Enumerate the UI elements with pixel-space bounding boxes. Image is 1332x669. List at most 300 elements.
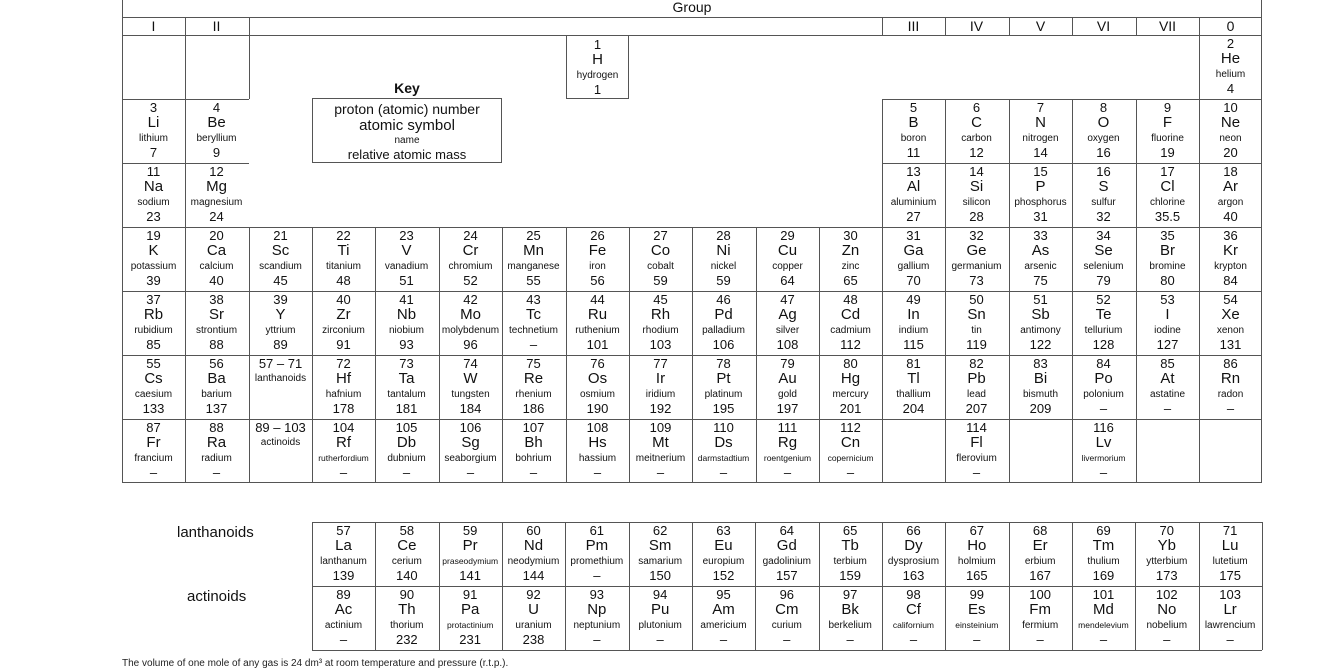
grid-line	[1072, 522, 1073, 650]
actinoid-range: 89 – 103	[255, 420, 306, 435]
atomic-symbol: Cu	[777, 242, 798, 259]
atomic-mass: –	[1226, 401, 1235, 416]
atomic-symbol: I	[1165, 306, 1170, 323]
atomic-symbol: Th	[398, 601, 416, 618]
element-name: arsenic	[1024, 261, 1057, 272]
atomic-mass: 4	[1226, 81, 1235, 96]
atomic-number: 111	[777, 420, 798, 435]
atomic-symbol: Sm	[648, 537, 672, 554]
element-cell-rn	[1199, 355, 1262, 419]
atomic-number: 69	[1096, 523, 1111, 538]
atomic-number: 101	[1092, 587, 1115, 602]
element-name: tin	[971, 325, 982, 336]
atomic-symbol: Sc	[271, 242, 290, 259]
atomic-symbol: Ir	[655, 370, 666, 387]
atomic-mass: 231	[459, 632, 481, 647]
element-cell-rh	[629, 291, 692, 355]
atomic-symbol: Gd	[776, 537, 797, 554]
element-name: vanadium	[384, 261, 429, 272]
element-name: zirconium	[322, 325, 365, 336]
atomic-symbol: Cm	[775, 601, 799, 618]
atomic-mass: –	[1099, 401, 1108, 416]
element-cell-cm	[755, 586, 818, 650]
element-cell-ba	[185, 355, 248, 419]
atomic-mass: 24	[209, 209, 224, 224]
atomic-number: 33	[1033, 228, 1048, 243]
element-name: calcium	[199, 261, 234, 272]
atomic-symbol: Ar	[1223, 178, 1238, 195]
atomic-mass: –	[339, 465, 348, 480]
lanthanoids-row-label: lanthanoids	[177, 524, 254, 541]
atomic-mass: 85	[146, 337, 161, 352]
atomic-mass: 91	[336, 337, 351, 352]
atomic-number: 8	[1099, 100, 1108, 115]
atomic-mass: –	[656, 632, 664, 647]
atomic-symbol: Br	[1160, 242, 1175, 259]
element-name: magnesium	[190, 197, 243, 208]
atomic-mass: 27	[906, 209, 921, 224]
atomic-symbol: Nb	[396, 306, 417, 323]
atomic-number: 3	[149, 100, 158, 115]
element-name: berkelium	[828, 620, 872, 631]
atomic-symbol: Bh	[524, 434, 543, 451]
atomic-number: 58	[399, 523, 415, 538]
atomic-symbol: N	[1035, 114, 1046, 131]
element-cell-lv	[1072, 419, 1135, 483]
atomic-mass: –	[719, 632, 728, 647]
atomic-number: 92	[526, 587, 541, 602]
atomic-number: 19	[146, 228, 161, 243]
atomic-mass: –	[1163, 632, 1171, 647]
element-cell-te	[1072, 291, 1135, 355]
atomic-mass: 23	[146, 209, 161, 224]
atomic-mass: –	[593, 465, 602, 480]
element-cell-os	[566, 355, 629, 419]
atomic-number: 34	[1096, 228, 1111, 243]
grid-line	[629, 522, 630, 650]
element-cell-hg	[819, 355, 882, 419]
atomic-number: 106	[459, 420, 482, 435]
atomic-mass: 88	[209, 337, 224, 352]
atomic-mass: 75	[1033, 273, 1048, 288]
element-cell-rf	[312, 419, 375, 483]
element-name: radon	[1217, 389, 1244, 400]
atomic-symbol: Ra	[206, 434, 227, 451]
atomic-symbol: Na	[143, 178, 164, 195]
atomic-number: 75	[526, 356, 541, 371]
atomic-mass: 40	[1223, 209, 1238, 224]
element-name: seaborgium	[444, 453, 497, 464]
element-name: palladium	[702, 325, 745, 336]
atomic-mass: 209	[1029, 401, 1052, 416]
grid-line	[692, 522, 693, 650]
atomic-symbol: Lv	[1095, 434, 1112, 451]
atomic-symbol: Sn	[967, 306, 986, 323]
element-cell-lr	[1199, 586, 1262, 650]
atomic-mass: 93	[399, 337, 414, 352]
atomic-symbol: Dy	[904, 537, 923, 554]
element-cell-pu	[629, 586, 692, 650]
atomic-mass: 52	[463, 273, 478, 288]
atomic-symbol: V	[401, 242, 412, 259]
atomic-number: 104	[332, 420, 355, 435]
atomic-mass: 55	[526, 273, 541, 288]
atomic-number: 57	[336, 523, 351, 538]
atomic-symbol: Yb	[1157, 537, 1176, 554]
grid-line	[122, 35, 1262, 36]
atomic-symbol: Ga	[903, 242, 924, 259]
element-cell-k	[122, 227, 185, 291]
element-cell-cd	[819, 291, 882, 355]
atomic-symbol: Zr	[336, 306, 351, 323]
atomic-number: 81	[906, 356, 921, 371]
element-name: ruthenium	[575, 325, 620, 336]
key-title: Key	[394, 80, 420, 96]
atomic-mass: 131	[1219, 337, 1242, 352]
atomic-mass: 79	[1096, 273, 1111, 288]
atomic-mass: –	[973, 632, 981, 647]
element-name: gold	[778, 389, 797, 400]
element-name: lawrencium	[1204, 620, 1256, 631]
atomic-symbol: Rn	[1220, 370, 1241, 387]
element-cell-tm	[1072, 522, 1135, 586]
atomic-symbol: Li	[147, 114, 160, 131]
element-name: phosphorus	[1014, 197, 1067, 208]
element-cell-h	[566, 35, 629, 99]
element-cell-al	[882, 163, 945, 227]
atomic-number: 93	[589, 587, 605, 602]
atomic-symbol: U	[528, 601, 539, 618]
element-cell-ta	[375, 355, 438, 419]
group-label-7: VII	[1158, 18, 1177, 34]
element-name: potassium	[130, 261, 177, 272]
element-cell-fr	[122, 419, 185, 483]
atomic-mass: 181	[395, 401, 418, 416]
element-name: roentgenium	[763, 453, 812, 463]
element-cell-tb	[819, 522, 882, 586]
atomic-symbol: Au	[778, 370, 797, 387]
element-name: chlorine	[1149, 197, 1186, 208]
element-name: dubnium	[387, 453, 426, 464]
atomic-symbol: Be	[207, 114, 226, 131]
atomic-mass: 28	[969, 209, 984, 224]
key-line-symbol: atomic symbol	[359, 117, 455, 134]
element-cell-tc	[502, 291, 565, 355]
group-label-2: II	[212, 18, 221, 34]
element-name: lanthanum	[320, 556, 367, 567]
atomic-number: 4	[212, 100, 221, 115]
element-cell-ge	[945, 227, 1008, 291]
atomic-mass: –	[783, 465, 792, 480]
element-name: fluorine	[1151, 133, 1184, 144]
atomic-number: 59	[462, 523, 478, 538]
element-name: titanium	[325, 261, 361, 272]
element-name: technetium	[509, 325, 558, 336]
element-name: polonium	[1083, 389, 1124, 400]
atomic-symbol: Mo	[460, 306, 481, 323]
atomic-symbol: W	[463, 370, 478, 387]
atomic-number: 39	[273, 292, 288, 307]
atomic-mass: 45	[273, 273, 288, 288]
atomic-mass: 108	[776, 337, 799, 352]
atomic-number: 5	[909, 100, 918, 115]
atomic-symbol: Rh	[650, 306, 671, 323]
atomic-symbol: Pr	[462, 537, 478, 554]
atomic-symbol: Er	[1032, 537, 1048, 554]
atomic-symbol: Pd	[714, 306, 733, 323]
element-cell-in	[882, 291, 945, 355]
element-name: lead	[967, 389, 986, 400]
atomic-mass: 119	[966, 337, 987, 352]
atomic-symbol: In	[907, 306, 920, 323]
element-cell-ho	[945, 522, 1008, 586]
element-name: molybdenum	[441, 325, 500, 336]
atomic-number: 84	[1096, 356, 1111, 371]
atomic-mass: 159	[839, 568, 861, 583]
atomic-symbol: K	[148, 242, 159, 259]
element-name: dysprosium	[887, 556, 940, 567]
element-name: iodine	[1154, 325, 1181, 336]
element-name: osmium	[579, 389, 615, 400]
atomic-mass: 175	[1219, 568, 1241, 583]
atomic-number: 45	[653, 292, 668, 307]
atomic-mass: 32	[1096, 209, 1111, 224]
element-cell-mg	[185, 163, 248, 227]
element-cell-gd	[755, 522, 818, 586]
atomic-number: 56	[209, 356, 224, 371]
atomic-number: 47	[780, 292, 795, 307]
group-label-3: III	[907, 18, 920, 34]
group-label-4: IV	[969, 18, 984, 34]
atomic-symbol: Tc	[526, 306, 541, 323]
atomic-symbol: F	[1162, 114, 1173, 131]
atomic-symbol: Po	[1094, 370, 1113, 387]
atomic-symbol: Sb	[1031, 306, 1050, 323]
atomic-number: 14	[969, 164, 984, 179]
element-name: lutetium	[1212, 556, 1248, 567]
atomic-number: 26	[590, 228, 605, 243]
atomic-symbol: Md	[1093, 601, 1114, 618]
atomic-number: 79	[780, 356, 795, 371]
element-cell-ga	[882, 227, 945, 291]
atomic-mass: 140	[395, 568, 418, 583]
atomic-number: 108	[586, 420, 609, 435]
element-name: holmium	[957, 556, 996, 567]
atomic-symbol: B	[908, 114, 919, 131]
atomic-number: 17	[1160, 164, 1175, 179]
element-name: silicon	[962, 197, 991, 208]
element-cell-pa	[439, 586, 502, 650]
grid-line	[1135, 522, 1136, 650]
atomic-mass: –	[466, 465, 475, 480]
element-name: barium	[201, 389, 232, 400]
atomic-mass: 9	[212, 145, 221, 160]
element-name: cobalt	[647, 261, 674, 272]
atomic-number: 15	[1033, 164, 1048, 179]
element-cell-pm	[565, 522, 628, 586]
element-name: terbium	[833, 556, 867, 567]
element-name: uranium	[515, 620, 552, 631]
element-cell-cu	[756, 227, 819, 291]
group-label-0: 0	[1226, 18, 1235, 34]
element-name: meitnerium	[635, 453, 686, 464]
atomic-mass: 197	[776, 401, 799, 416]
grid-line	[1199, 522, 1200, 650]
element-name: neon	[1219, 133, 1242, 144]
element-name: silver	[775, 325, 800, 336]
atomic-symbol: Si	[969, 178, 984, 195]
atomic-number: 32	[969, 228, 984, 243]
element-cell-ru	[566, 291, 629, 355]
atomic-symbol: Fr	[146, 434, 161, 451]
atomic-mass: 84	[1223, 273, 1238, 288]
atomic-symbol: Ne	[1220, 114, 1241, 131]
atomic-symbol: Xe	[1221, 306, 1240, 323]
atomic-number: 68	[1032, 523, 1048, 538]
atomic-mass: 39	[146, 273, 161, 288]
element-cell-zn	[819, 227, 882, 291]
atomic-mass: 178	[332, 401, 355, 416]
grid-line	[122, 17, 1262, 18]
atomic-mass: 165	[965, 568, 988, 583]
element-name: mendelevium	[1078, 620, 1129, 630]
grid-line	[882, 17, 883, 35]
element-cell-li	[122, 99, 185, 163]
atomic-symbol: Bi	[1033, 370, 1048, 387]
atomic-symbol: Pt	[716, 370, 731, 387]
atomic-number: 78	[716, 356, 731, 371]
atomic-mass: 19	[1160, 145, 1175, 160]
atomic-mass: 144	[522, 568, 545, 583]
grid-line	[819, 522, 820, 650]
atomic-mass: –	[909, 632, 918, 647]
atomic-mass: 139	[332, 568, 355, 583]
element-name: tellurium	[1084, 325, 1123, 336]
key-line-mass: relative atomic mass	[347, 147, 467, 162]
atomic-number: 37	[146, 292, 161, 307]
element-name: gallium	[897, 261, 930, 272]
atomic-mass: –	[1099, 465, 1108, 480]
atomic-number: 13	[906, 164, 921, 179]
atomic-mass: –	[1036, 632, 1044, 647]
atomic-symbol: Ca	[206, 242, 227, 259]
atomic-number: 11	[146, 164, 161, 179]
grid-line	[882, 522, 883, 650]
atomic-number: 21	[273, 228, 288, 243]
key-box	[312, 98, 502, 163]
atomic-symbol: As	[1031, 242, 1050, 259]
atomic-mass: 64	[780, 273, 795, 288]
atomic-symbol: P	[1035, 178, 1046, 195]
lanthanoid-span-label: lanthanoids	[254, 373, 307, 384]
atomic-mass: 56	[590, 273, 605, 288]
atomic-symbol: Es	[968, 601, 986, 618]
atomic-number: 73	[399, 356, 414, 371]
atomic-symbol: Pa	[460, 601, 480, 618]
atomic-symbol: Fm	[1029, 601, 1051, 618]
atomic-number: 40	[336, 292, 351, 307]
element-cell-ce	[375, 522, 438, 586]
atomic-symbol: Lr	[1223, 601, 1237, 618]
atomic-symbol: C	[971, 114, 982, 131]
element-name: beryllium	[196, 133, 237, 144]
element-name: californium	[892, 620, 935, 630]
element-cell-rg	[756, 419, 819, 483]
atomic-mass: 20	[1223, 145, 1238, 160]
element-cell-re	[502, 355, 565, 419]
atomic-mass: 12	[969, 145, 984, 160]
element-cell-c	[945, 99, 1008, 163]
atomic-symbol: Ru	[587, 306, 608, 323]
atomic-number: 110	[713, 420, 734, 435]
atomic-mass: 232	[395, 632, 418, 647]
atomic-number: 44	[590, 292, 605, 307]
atomic-number: 77	[653, 356, 668, 371]
element-name: einsteinium	[955, 620, 999, 630]
atomic-mass: 167	[1029, 568, 1051, 583]
atomic-number: 102	[1155, 587, 1178, 602]
element-cell-no	[1135, 586, 1198, 650]
atomic-number: 87	[146, 420, 161, 435]
atomic-mass: 127	[1156, 337, 1179, 352]
atomic-symbol: At	[1160, 370, 1175, 387]
atomic-number: 105	[395, 420, 418, 435]
element-name: rutherfordium	[318, 453, 369, 463]
element-cell-br	[1136, 227, 1199, 291]
element-name: yttrium	[265, 325, 296, 336]
element-cell-ne	[1199, 99, 1262, 163]
element-cell-kr	[1199, 227, 1262, 291]
atomic-symbol: Kr	[1223, 242, 1238, 259]
element-cell-at	[1136, 355, 1199, 419]
grid-line	[312, 522, 313, 650]
element-name: indium	[898, 325, 929, 336]
element-cell-ni	[692, 227, 755, 291]
atomic-mass: 31	[1033, 209, 1048, 224]
atomic-number: 29	[780, 228, 795, 243]
atomic-mass: –	[149, 465, 158, 480]
atomic-number: 96	[779, 587, 795, 602]
element-cell-fl	[945, 419, 1008, 483]
element-name: selenium	[1083, 261, 1124, 272]
atomic-number: 6	[972, 100, 981, 115]
atomic-number: 25	[526, 228, 541, 243]
atomic-symbol: Ho	[967, 537, 987, 554]
element-cell-po	[1072, 355, 1135, 419]
atomic-mass: 16	[1096, 145, 1111, 160]
atomic-mass: –	[719, 465, 728, 480]
element-name: hydrogen	[576, 70, 619, 81]
atomic-symbol: Ds	[714, 434, 733, 451]
element-cell-fm	[1009, 586, 1072, 650]
element-cell-hf	[312, 355, 375, 419]
atomic-symbol: Tm	[1092, 537, 1115, 554]
element-name: copernicium	[827, 453, 874, 463]
atomic-number: 55	[146, 356, 161, 371]
atomic-number: 22	[336, 228, 351, 243]
element-name: xenon	[1216, 325, 1245, 336]
atomic-mass: –	[656, 465, 665, 480]
grid-line	[1136, 17, 1137, 35]
element-name: krypton	[1214, 261, 1247, 272]
element-name: niobium	[388, 325, 425, 336]
atomic-mass: 11	[906, 145, 921, 160]
lanthanoid-range: 57 – 71	[258, 356, 303, 371]
element-name: fermium	[1022, 620, 1059, 631]
element-name: darmstadtium	[697, 453, 750, 463]
element-cell-cr	[439, 227, 502, 291]
atomic-mass: 157	[775, 568, 798, 583]
